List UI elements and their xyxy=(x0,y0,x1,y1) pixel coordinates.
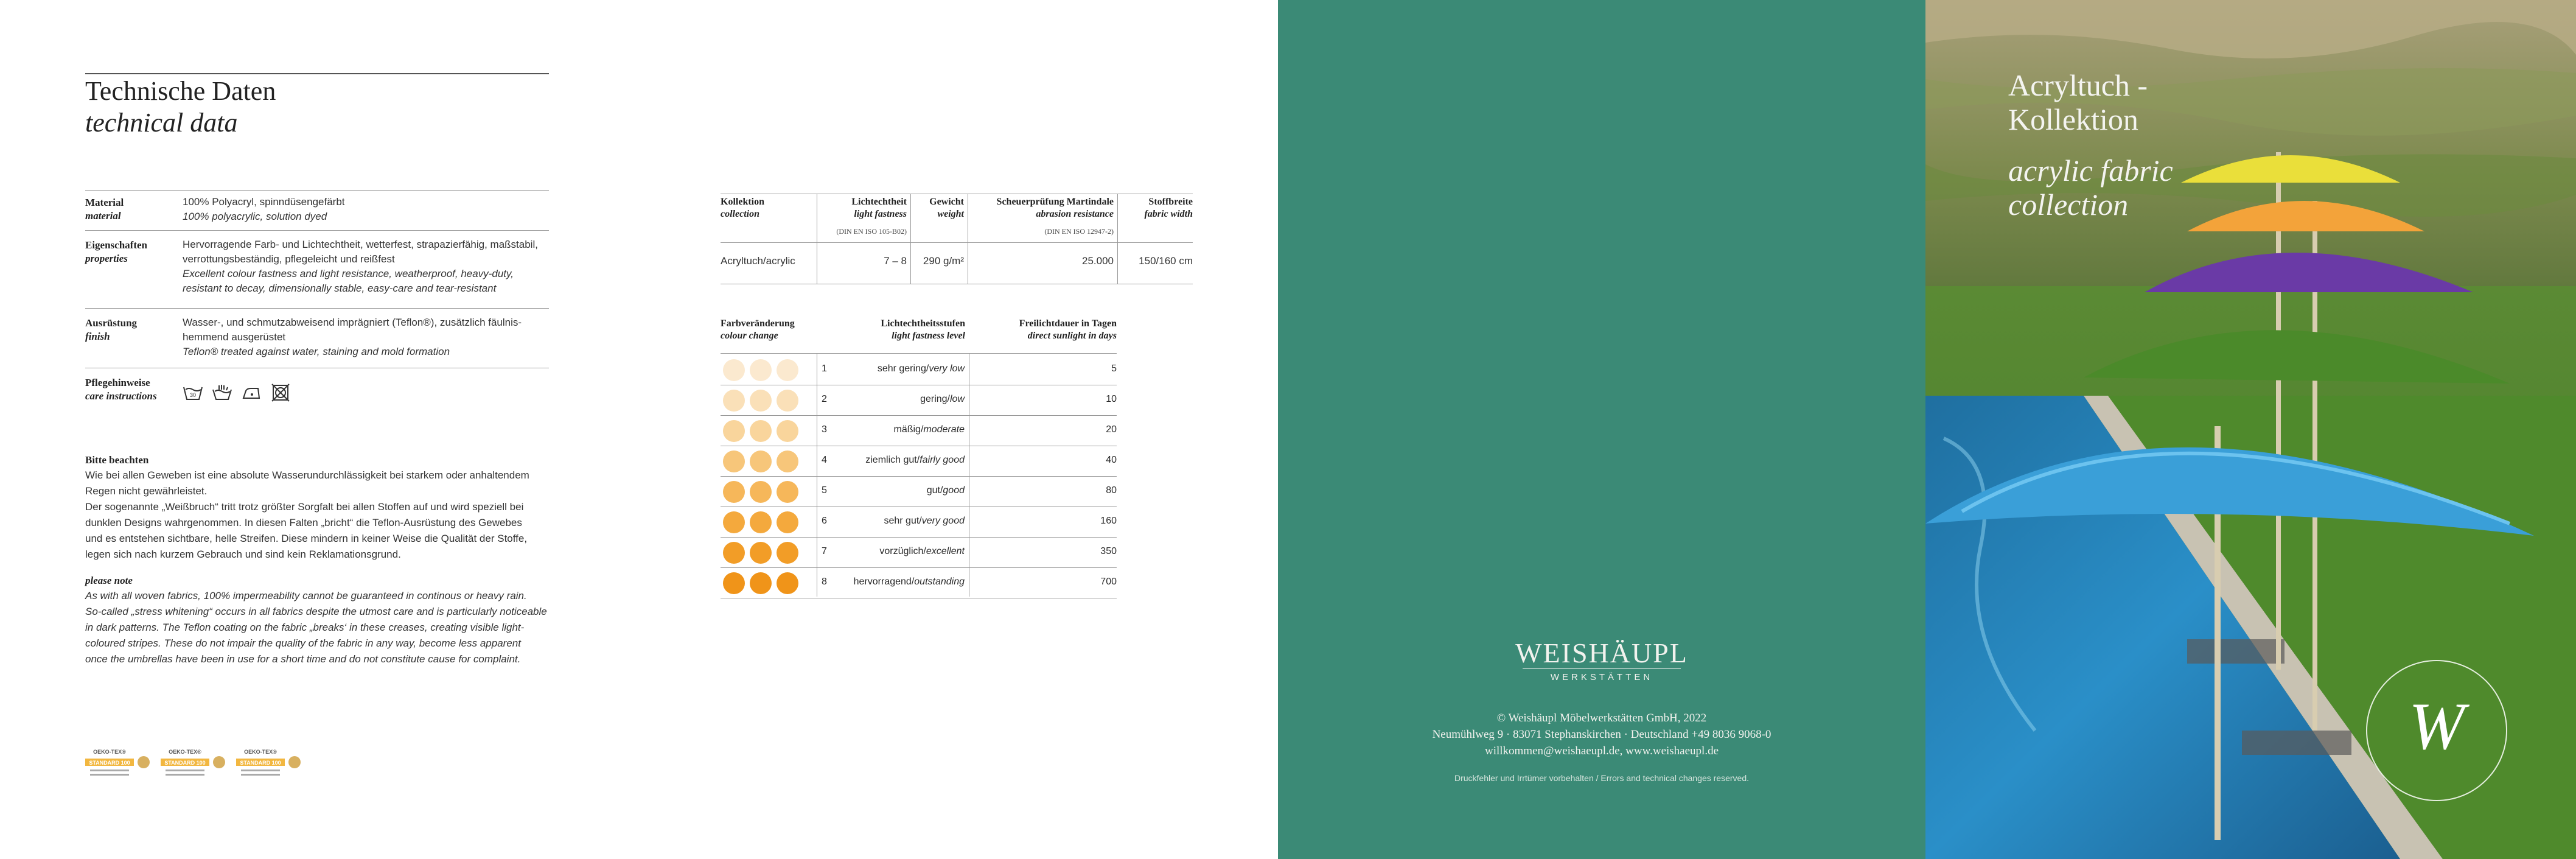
header-en: collection xyxy=(721,209,759,219)
badge-mid: STANDARD 100 xyxy=(240,760,281,766)
oeko-tex-badge-icon xyxy=(85,746,152,782)
level-label-en: moderate xyxy=(923,424,965,435)
header-de: Stoffbreite xyxy=(1148,197,1193,207)
colour-swatch xyxy=(723,390,745,412)
days-value: 40 xyxy=(1106,455,1117,465)
level-label xyxy=(878,363,965,374)
level-label xyxy=(879,546,965,557)
note-line: Der sogenannte „Weißbruch“ tritt trotz größter Sorgfalt bei allen Stoffen auf und wird speziell bei xyxy=(85,501,524,513)
table-row xyxy=(721,537,1117,568)
label-en: care instructions xyxy=(85,390,157,402)
brand-logo: WEISHÄUPL xyxy=(1515,637,1688,668)
back-cover-panel xyxy=(1278,0,1925,859)
colour-swatch xyxy=(777,572,798,594)
spec-rule xyxy=(85,190,549,191)
spec-table-header-rule xyxy=(721,242,1193,243)
cover-photo xyxy=(1925,0,2576,859)
level-label xyxy=(884,516,965,527)
column-divider xyxy=(910,194,911,284)
header-de: Lichtechtheit xyxy=(851,197,907,207)
colour-swatch xyxy=(777,390,798,412)
header-en: direct sunlight in days xyxy=(1027,331,1117,341)
header-note: (DIN EN ISO 12947-2) xyxy=(1044,227,1114,236)
colour-swatch xyxy=(777,511,798,533)
header-en: abrasion resistance xyxy=(1036,209,1114,219)
colour-swatch xyxy=(750,481,772,503)
spec-text-finish xyxy=(183,315,522,359)
level-number: 6 xyxy=(822,516,827,526)
level-label-en: outstanding xyxy=(914,577,965,587)
level-number: 1 xyxy=(822,363,827,374)
note-en xyxy=(85,588,560,667)
level-label-de: mäßig/ xyxy=(893,424,924,435)
note-line: legen sich nach kurzem Gebrauch und sind kein Reklamationsgrund. xyxy=(85,549,401,560)
table-row xyxy=(721,507,1117,538)
note-title-de: Bitte beachten xyxy=(85,454,149,466)
spec-label-finish xyxy=(85,317,137,343)
disclaimer: Druckfehler und Irrtümer vorbehalten / Errors and technical changes reserved. xyxy=(1454,773,1749,783)
spec-text-material xyxy=(183,195,345,224)
spec-label-properties xyxy=(85,239,147,265)
level-label-de: gut/ xyxy=(926,485,943,496)
text-line-en: Teflon® treated against water, staining and mold formation xyxy=(183,346,450,357)
header-en: light fastness xyxy=(854,209,907,219)
level-label-en: very good xyxy=(921,516,965,526)
notes xyxy=(85,453,560,667)
page-title xyxy=(85,75,276,139)
header-de: Gewicht xyxy=(929,197,964,207)
text-line: verrottungsbeständig, pflegeleicht und reißfest xyxy=(183,253,395,265)
title-en-line: acrylic fabric xyxy=(2008,153,2173,188)
note-line: Regen nicht gewährleistet. xyxy=(85,485,208,497)
cell-abrasion: 25.000 xyxy=(1082,255,1114,267)
title-de: Technische Daten xyxy=(85,76,276,106)
level-label xyxy=(865,455,965,466)
text-line: hemmend ausgerüstet xyxy=(183,331,286,343)
table-row xyxy=(721,354,1117,385)
header-collection xyxy=(721,196,764,220)
header-de: Farbveränderung xyxy=(721,318,795,329)
brand-contact xyxy=(1278,710,1925,759)
days-value: 700 xyxy=(1100,577,1117,587)
cc-header-colour-change xyxy=(721,318,795,342)
colour-swatch xyxy=(723,420,745,442)
note-line: Wie bei allen Geweben ist eine absolute Wasserundurchlässigkeit bei starkem oder anhaltendem xyxy=(85,469,529,481)
level-label-en: very low xyxy=(929,363,965,374)
brand-divider xyxy=(1523,668,1681,669)
oeko-tex-badges xyxy=(85,746,303,782)
colour-swatch xyxy=(723,542,745,564)
cc-header-days xyxy=(971,318,1117,342)
column-divider xyxy=(1117,194,1118,284)
note-title-en: please note xyxy=(85,575,133,586)
text-line: Wasser-, und schmutzabweisend imprägniert (Teflon®), zusätzlich fäulnis- xyxy=(183,317,522,328)
badge-top: OEKO-TEX® xyxy=(169,749,201,755)
table-row xyxy=(721,476,1117,507)
colour-swatch xyxy=(723,359,745,381)
colour-swatch xyxy=(777,481,798,503)
level-label xyxy=(894,424,965,435)
header-en: light fastness level xyxy=(892,331,965,341)
cell-fabric-width: 150/160 cm xyxy=(1139,255,1193,267)
label-de: Pflegehinweise xyxy=(85,377,150,388)
days-value: 10 xyxy=(1106,394,1117,404)
cover-title xyxy=(2008,68,2173,222)
header-light-fastness xyxy=(819,196,907,237)
text-line: 100% Polyacryl, spinndüsengefärbt xyxy=(183,196,345,208)
label-de: Eigenschaften xyxy=(85,239,147,251)
text-line-en: Excellent colour fastness and light resistance, weatherproof, heavy-duty, xyxy=(183,268,514,279)
header-de: Lichtechtheitsstufen xyxy=(881,318,965,329)
colour-swatch xyxy=(750,451,772,472)
cc-header-level xyxy=(819,318,965,342)
colour-swatch xyxy=(750,420,772,442)
days-value: 160 xyxy=(1100,516,1117,526)
header-fabric-width xyxy=(1120,196,1193,220)
title-en-line: collection xyxy=(2008,188,2129,222)
iron-low-icon xyxy=(241,384,262,402)
address: Neumühlweg 9 · 83071 Stephanskirchen · Deutschland +49 8036 9068-0 xyxy=(1432,728,1771,741)
spec-rule xyxy=(85,308,549,309)
header-en: weight xyxy=(937,209,964,219)
colour-swatch xyxy=(777,359,798,381)
header-en: colour change xyxy=(721,331,778,341)
colour-swatch xyxy=(723,481,745,503)
seal-letter: W xyxy=(2409,689,2465,763)
spec-text-properties xyxy=(183,237,538,296)
label-en: finish xyxy=(85,331,110,342)
care-icons xyxy=(183,384,291,402)
header-weight xyxy=(913,196,964,220)
svg-text:30: 30 xyxy=(189,392,197,398)
table-row xyxy=(721,385,1117,416)
spec-label-material xyxy=(85,196,124,223)
days-value: 5 xyxy=(1111,363,1117,374)
level-label-de: gering/ xyxy=(920,394,950,404)
table-row xyxy=(721,415,1117,446)
note-de xyxy=(85,468,560,563)
text-line: Hervorragende Farb- und Lichtechtheit, wetterfest, strapazierfähig, maßstabil, xyxy=(183,239,538,250)
level-label-de: ziemlich gut/ xyxy=(865,455,920,465)
header-de: Scheuerprüfung Martindale xyxy=(996,197,1114,207)
label-de: Material xyxy=(85,197,124,208)
level-label-en: low xyxy=(949,394,965,404)
level-number: 3 xyxy=(822,424,827,435)
level-label-en: good xyxy=(943,485,965,496)
brand-sub: WERKSTÄTTEN xyxy=(1550,672,1653,682)
colour-swatch xyxy=(723,451,745,472)
header-de: Kollektion xyxy=(721,197,765,207)
text-line-en: 100% polyacrylic, solution dyed xyxy=(183,211,327,222)
days-value: 20 xyxy=(1106,424,1117,435)
level-label-en: excellent xyxy=(926,546,965,556)
colour-swatch xyxy=(750,511,772,533)
web-contact[interactable]: willkommen@weishaeupl.de, www.weishaeupl.de xyxy=(1484,745,1719,757)
colour-swatch xyxy=(777,420,798,442)
wash-hand-icon xyxy=(212,384,232,402)
colour-swatch xyxy=(723,572,745,594)
oeko-tex-badge-icon xyxy=(236,746,303,782)
header-abrasion xyxy=(970,196,1114,237)
title-en: technical data xyxy=(85,108,238,138)
colour-swatch xyxy=(750,542,772,564)
spec-label-care xyxy=(85,376,157,403)
level-label xyxy=(854,577,965,587)
colour-swatch xyxy=(723,511,745,533)
badge-mid: STANDARD 100 xyxy=(164,760,206,766)
level-label xyxy=(927,485,965,496)
table-row xyxy=(721,567,1117,598)
oeko-tex-badge-icon xyxy=(161,746,228,782)
level-label xyxy=(920,394,965,405)
level-label-de: vorzüglich/ xyxy=(879,546,926,556)
level-number: 5 xyxy=(822,485,827,496)
level-number: 8 xyxy=(822,577,827,587)
badge-top: OEKO-TEX® xyxy=(93,749,126,755)
note-line: once the umbrellas have been in use for a short time and do not constitute cause for complaint. xyxy=(85,653,521,665)
level-label-de: sehr gut/ xyxy=(884,516,922,526)
badge-mid: STANDARD 100 xyxy=(89,760,130,766)
level-label-de: sehr gering/ xyxy=(877,363,929,374)
level-label-en: fairly good xyxy=(920,455,965,465)
cell-weight: 290 g/m² xyxy=(923,255,964,267)
label-de: Ausrüstung xyxy=(85,317,138,329)
table-row xyxy=(721,446,1117,477)
text-line-en: resistant to decay, dimensionally stable, easy-care and tear-resistant xyxy=(183,282,497,294)
label-en: properties xyxy=(85,253,128,264)
colour-swatch xyxy=(750,359,772,381)
note-line: As with all woven fabrics, 100% impermeability cannot be guaranteed in continous or heavy rain. xyxy=(85,590,527,601)
note-line: und es entstehen sichtbare, helle Streifen. Diese mindern in keiner Weise die Qualität der Stoffe, xyxy=(85,533,528,544)
header-note: (DIN EN ISO 105-B02) xyxy=(836,227,907,236)
header-en: fabric width xyxy=(1144,209,1193,219)
days-value: 350 xyxy=(1100,546,1117,556)
cc-header-rule xyxy=(721,353,1117,354)
note-line: So-called „stress whitening“ occurs in all fabrics despite the utmost care and is particularly noticeable xyxy=(85,606,547,617)
note-line: dunklen Designs wahrgenommen. In diesen Falten „bricht“ die Teflon-Ausrüstung des Gewebes xyxy=(85,517,522,528)
colour-swatch xyxy=(777,542,798,564)
level-number: 7 xyxy=(822,546,827,556)
no-tumble-dry-icon xyxy=(270,384,291,402)
colour-swatch xyxy=(777,451,798,472)
colour-swatch xyxy=(750,390,772,412)
cell-collection: Acryltuch/acrylic xyxy=(721,255,795,267)
header-de: Freilichtdauer in Tagen xyxy=(1019,318,1117,329)
days-value: 80 xyxy=(1106,485,1117,496)
level-number: 2 xyxy=(822,394,827,404)
colour-swatch xyxy=(750,572,772,594)
cell-light-fastness: 7 – 8 xyxy=(884,255,907,267)
spec-rule xyxy=(85,230,549,231)
note-line: in dark patterns. The Teflon coating on the fabric „breaks‘ in these creases, creating visible light- xyxy=(85,622,525,633)
badge-top: OEKO-TEX® xyxy=(244,749,277,755)
wash-30-icon xyxy=(183,384,203,402)
technical-data-page xyxy=(0,0,1278,859)
title-de-line: Acryltuch - xyxy=(2008,68,2148,102)
title-rule xyxy=(85,73,549,74)
copyright: © Weishäupl Möbelwerkstätten GmbH, 2022 xyxy=(1496,712,1707,724)
note-line: coloured stripes. These do not impair the quality of the fabric in any way, become less apparent xyxy=(85,637,521,649)
level-number: 4 xyxy=(822,455,827,465)
title-de-line: Kollektion xyxy=(2008,102,2138,136)
label-en: material xyxy=(85,210,121,222)
level-label-de: hervorragend/ xyxy=(853,577,915,587)
